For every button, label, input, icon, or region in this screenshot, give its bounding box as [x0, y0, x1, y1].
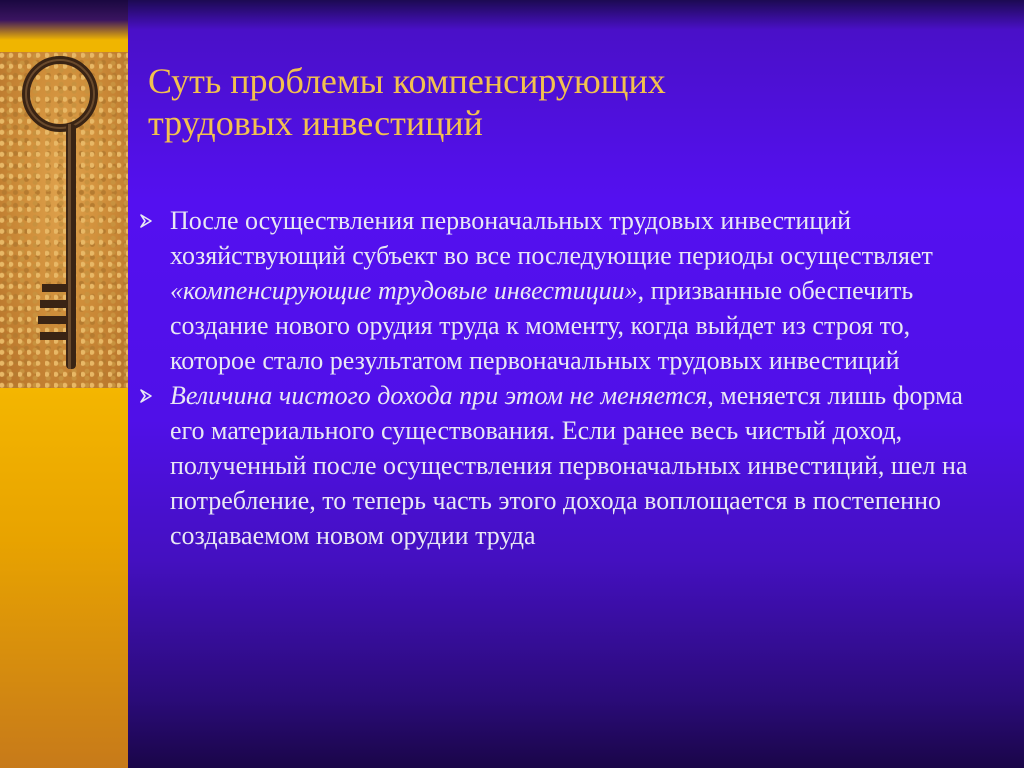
bullet-list	[130, 203, 990, 553]
key-image	[0, 52, 128, 388]
arrowhead-outline-icon	[134, 203, 158, 238]
title-line-2: трудовых инвестиций	[148, 103, 483, 143]
left-decor-panel	[0, 0, 128, 768]
title-line-1: Суть проблемы компенсирующих	[148, 61, 666, 101]
bullet-2-text: , меняется лишь форма его материального существования. Если ранее весь чистый доход, полученный после осуществления первоначальных инвестиций, шел на потребление, то теперь часть этого дохода воплощается в постепенно создаваемом новом орудии труда	[170, 381, 968, 550]
bullet-item-2	[130, 378, 990, 553]
bullet-1-text-cont: , призванные обеспечить создание нового орудия труда к моменту, когда выйдет из строя то, которое стало результатом первоначальных трудовых инвестиций	[170, 276, 914, 375]
slide-title	[148, 60, 968, 144]
bullet-1-italic-term: «компенсирующие трудовые инвестиции»	[170, 276, 638, 305]
bullet-1-text: После осуществления первоначальных трудовых инвестиций хозяйствующий субъект во все последующие периоды осуществляет	[170, 206, 933, 270]
bullet-item-1	[130, 203, 990, 378]
bullet-2-italic-lead: Величина чистого дохода при этом не меняется	[170, 381, 708, 410]
arrowhead-outline-icon	[134, 378, 158, 413]
gold-band	[0, 388, 128, 768]
key-icon	[0, 52, 128, 388]
